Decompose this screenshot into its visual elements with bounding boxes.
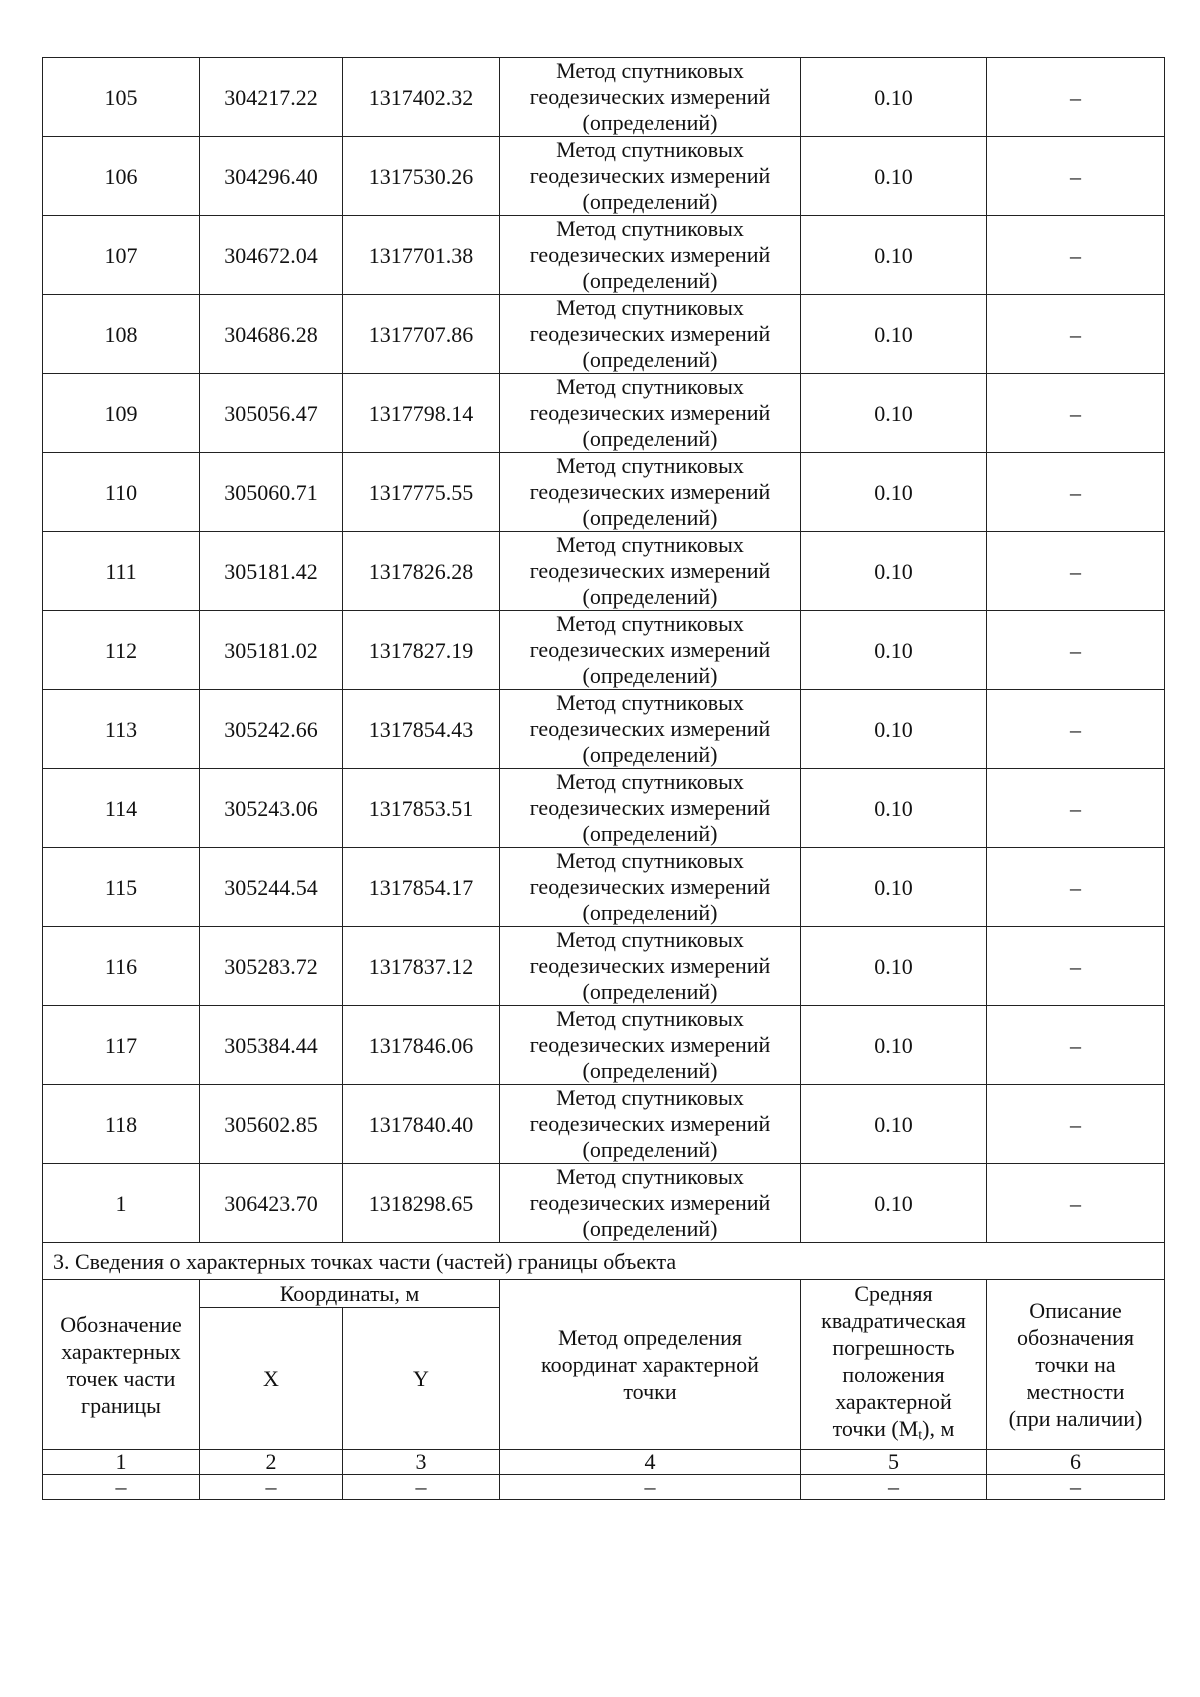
y-coordinate-cell: 1317854.17 xyxy=(343,848,500,927)
empty-row xyxy=(43,1475,1165,1500)
method-line: геодезических измерений xyxy=(529,1032,771,1057)
x-coordinate-cell: 304686.28 xyxy=(200,295,343,374)
y-coordinate-cell: 1317826.28 xyxy=(343,532,500,611)
table-row xyxy=(43,690,1165,769)
column-number: 6 xyxy=(987,1450,1165,1475)
point-id-cell: 110 xyxy=(43,453,200,532)
method-cell xyxy=(500,848,801,927)
method-line: геодезических измерений xyxy=(529,1190,771,1215)
table-row xyxy=(43,295,1165,374)
accuracy-cell: 0.10 xyxy=(801,1085,987,1164)
method-cell xyxy=(500,690,801,769)
method-cell xyxy=(500,1164,801,1243)
method-line: геодезических измерений xyxy=(529,795,771,820)
method-line: Метод спутниковых xyxy=(556,1164,744,1189)
accuracy-cell: 0.10 xyxy=(801,848,987,927)
description-cell: – xyxy=(987,374,1165,453)
description-cell: – xyxy=(987,927,1165,1006)
description-cell: – xyxy=(987,1085,1165,1164)
points-table-body xyxy=(43,58,1165,1243)
accuracy-cell: 0.10 xyxy=(801,927,987,1006)
empty-cell: – xyxy=(801,1475,987,1500)
point-id-cell: 116 xyxy=(43,927,200,1006)
header-designation: Обозначение характерных точек части границы xyxy=(43,1280,200,1450)
point-id-cell: 111 xyxy=(43,532,200,611)
x-coordinate-cell: 305283.72 xyxy=(200,927,343,1006)
y-coordinate-cell: 1317846.06 xyxy=(343,1006,500,1085)
method-cell xyxy=(500,611,801,690)
y-coordinate-cell: 1317840.40 xyxy=(343,1085,500,1164)
accuracy-cell: 0.10 xyxy=(801,137,987,216)
method-cell xyxy=(500,1006,801,1085)
method-line: геодезических измерений xyxy=(529,953,771,978)
table-row xyxy=(43,1006,1165,1085)
point-id-cell: 113 xyxy=(43,690,200,769)
y-coordinate-cell: 1317837.12 xyxy=(343,927,500,1006)
method-line: Метод спутниковых xyxy=(556,453,744,478)
method-line: Метод спутниковых xyxy=(556,295,744,320)
accuracy-cell: 0.10 xyxy=(801,295,987,374)
column-number: 4 xyxy=(500,1450,801,1475)
method-cell xyxy=(500,453,801,532)
header-y: Y xyxy=(343,1308,500,1450)
method-line: (определений) xyxy=(582,584,718,609)
description-cell: – xyxy=(987,453,1165,532)
method-line: геодезических измерений xyxy=(529,1111,771,1136)
description-cell: – xyxy=(987,1164,1165,1243)
x-coordinate-cell: 305242.66 xyxy=(200,690,343,769)
x-coordinate-cell: 304217.22 xyxy=(200,58,343,137)
method-line: Метод спутниковых xyxy=(556,374,744,399)
table-row xyxy=(43,532,1165,611)
description-cell: – xyxy=(987,137,1165,216)
table-row xyxy=(43,58,1165,137)
header-description: Описание обозначения точки на местности (при наличии) xyxy=(987,1280,1165,1450)
x-coordinate-cell: 305602.85 xyxy=(200,1085,343,1164)
method-line: Метод спутниковых xyxy=(556,216,744,241)
point-id-cell: 108 xyxy=(43,295,200,374)
point-id-cell: 117 xyxy=(43,1006,200,1085)
method-cell xyxy=(500,137,801,216)
accuracy-cell: 0.10 xyxy=(801,453,987,532)
x-coordinate-cell: 305384.44 xyxy=(200,1006,343,1085)
y-coordinate-cell: 1317701.38 xyxy=(343,216,500,295)
method-line: Метод спутниковых xyxy=(556,848,744,873)
method-line: Метод спутниковых xyxy=(556,1006,744,1031)
table-row xyxy=(43,374,1165,453)
method-line: (определений) xyxy=(582,110,718,135)
point-id-cell: 107 xyxy=(43,216,200,295)
method-line: (определений) xyxy=(582,426,718,451)
method-line: геодезических измерений xyxy=(529,479,771,504)
description-cell: – xyxy=(987,58,1165,137)
x-coordinate-cell: 305244.54 xyxy=(200,848,343,927)
method-line: (определений) xyxy=(582,663,718,688)
description-cell: – xyxy=(987,769,1165,848)
empty-cell: – xyxy=(200,1475,343,1500)
y-coordinate-cell: 1317775.55 xyxy=(343,453,500,532)
boundary-points-table xyxy=(42,57,1165,1500)
description-cell: – xyxy=(987,611,1165,690)
y-coordinate-cell: 1317402.32 xyxy=(343,58,500,137)
method-line: геодезических измерений xyxy=(529,558,771,583)
empty-cell: – xyxy=(987,1475,1165,1500)
method-line: Метод спутниковых xyxy=(556,137,744,162)
method-line: (определений) xyxy=(582,1058,718,1083)
table-row xyxy=(43,611,1165,690)
method-line: геодезических измерений xyxy=(529,242,771,267)
method-cell xyxy=(500,216,801,295)
description-cell: – xyxy=(987,1006,1165,1085)
x-coordinate-cell: 305060.71 xyxy=(200,453,343,532)
description-cell: – xyxy=(987,848,1165,927)
header-x: X xyxy=(200,1308,343,1450)
x-coordinate-cell: 305056.47 xyxy=(200,374,343,453)
method-line: (определений) xyxy=(582,268,718,293)
point-id-cell: 106 xyxy=(43,137,200,216)
x-coordinate-cell: 304672.04 xyxy=(200,216,343,295)
method-line: геодезических измерений xyxy=(529,84,771,109)
accuracy-cell: 0.10 xyxy=(801,374,987,453)
x-coordinate-cell: 305243.06 xyxy=(200,769,343,848)
method-line: (определений) xyxy=(582,1216,718,1241)
accuracy-cell: 0.10 xyxy=(801,1164,987,1243)
table-row xyxy=(43,137,1165,216)
method-line: (определений) xyxy=(582,821,718,846)
empty-cell: – xyxy=(43,1475,200,1500)
method-line: Метод спутниковых xyxy=(556,532,744,557)
y-coordinate-cell: 1317798.14 xyxy=(343,374,500,453)
table-row xyxy=(43,1164,1165,1243)
x-coordinate-cell: 306423.70 xyxy=(200,1164,343,1243)
method-line: геодезических измерений xyxy=(529,637,771,662)
method-cell xyxy=(500,769,801,848)
method-line: (определений) xyxy=(582,189,718,214)
method-line: (определений) xyxy=(582,979,718,1004)
column-number: 5 xyxy=(801,1450,987,1475)
table-row xyxy=(43,216,1165,295)
method-cell xyxy=(500,374,801,453)
method-line: геодезических измерений xyxy=(529,321,771,346)
table-row xyxy=(43,1085,1165,1164)
y-coordinate-cell: 1317530.26 xyxy=(343,137,500,216)
y-coordinate-cell: 1317853.51 xyxy=(343,769,500,848)
accuracy-cell: 0.10 xyxy=(801,216,987,295)
column-number: 3 xyxy=(343,1450,500,1475)
method-line: геодезических измерений xyxy=(529,400,771,425)
description-cell: – xyxy=(987,216,1165,295)
method-cell xyxy=(500,927,801,1006)
x-coordinate-cell: 305181.42 xyxy=(200,532,343,611)
y-coordinate-cell: 1317707.86 xyxy=(343,295,500,374)
section3-block xyxy=(43,1243,1165,1500)
method-line: (определений) xyxy=(582,900,718,925)
y-coordinate-cell: 1318298.65 xyxy=(343,1164,500,1243)
header-coordinates: Координаты, м xyxy=(200,1280,500,1308)
point-id-cell: 1 xyxy=(43,1164,200,1243)
accuracy-cell: 0.10 xyxy=(801,58,987,137)
method-cell xyxy=(500,58,801,137)
method-line: геодезических измерений xyxy=(529,874,771,899)
method-line: Метод спутниковых xyxy=(556,769,744,794)
method-line: (определений) xyxy=(582,505,718,530)
accuracy-cell: 0.10 xyxy=(801,769,987,848)
description-cell: – xyxy=(987,532,1165,611)
table-row xyxy=(43,769,1165,848)
method-line: (определений) xyxy=(582,742,718,767)
header-accuracy: Средняя квадратическая погрешность положения характерной точки $(M_t)$, м xyxy=(801,1280,987,1450)
header-method: Метод определения координат характерной точки xyxy=(500,1280,801,1450)
point-id-cell: 112 xyxy=(43,611,200,690)
method-line: Метод спутниковых xyxy=(556,58,744,83)
empty-cell: – xyxy=(500,1475,801,1500)
point-id-cell: 105 xyxy=(43,58,200,137)
accuracy-cell: 0.10 xyxy=(801,611,987,690)
point-id-cell: 118 xyxy=(43,1085,200,1164)
section3-title: 3. Сведения о характерных точках части (частей) границы объекта xyxy=(43,1243,1165,1280)
accuracy-cell: 0.10 xyxy=(801,1006,987,1085)
method-line: Метод спутниковых xyxy=(556,927,744,952)
method-line: геодезических измерений xyxy=(529,716,771,741)
method-line: Метод спутниковых xyxy=(556,690,744,715)
accuracy-cell: 0.10 xyxy=(801,532,987,611)
method-line: Метод спутниковых xyxy=(556,611,744,636)
accuracy-cell: 0.10 xyxy=(801,690,987,769)
column-number: 2 xyxy=(200,1450,343,1475)
y-coordinate-cell: 1317854.43 xyxy=(343,690,500,769)
table-row xyxy=(43,453,1165,532)
method-line: геодезических измерений xyxy=(529,163,771,188)
x-coordinate-cell: 305181.02 xyxy=(200,611,343,690)
method-cell xyxy=(500,1085,801,1164)
y-coordinate-cell: 1317827.19 xyxy=(343,611,500,690)
method-cell xyxy=(500,532,801,611)
x-coordinate-cell: 304296.40 xyxy=(200,137,343,216)
column-number: 1 xyxy=(43,1450,200,1475)
method-line: (определений) xyxy=(582,347,718,372)
point-id-cell: 114 xyxy=(43,769,200,848)
description-cell: – xyxy=(987,295,1165,374)
description-cell: – xyxy=(987,690,1165,769)
empty-cell: – xyxy=(343,1475,500,1500)
point-id-cell: 115 xyxy=(43,848,200,927)
column-numbers-row xyxy=(43,1450,1165,1475)
method-cell xyxy=(500,295,801,374)
method-line: (определений) xyxy=(582,1137,718,1162)
point-id-cell: 109 xyxy=(43,374,200,453)
table-row xyxy=(43,927,1165,1006)
table-row xyxy=(43,848,1165,927)
method-line: Метод спутниковых xyxy=(556,1085,744,1110)
